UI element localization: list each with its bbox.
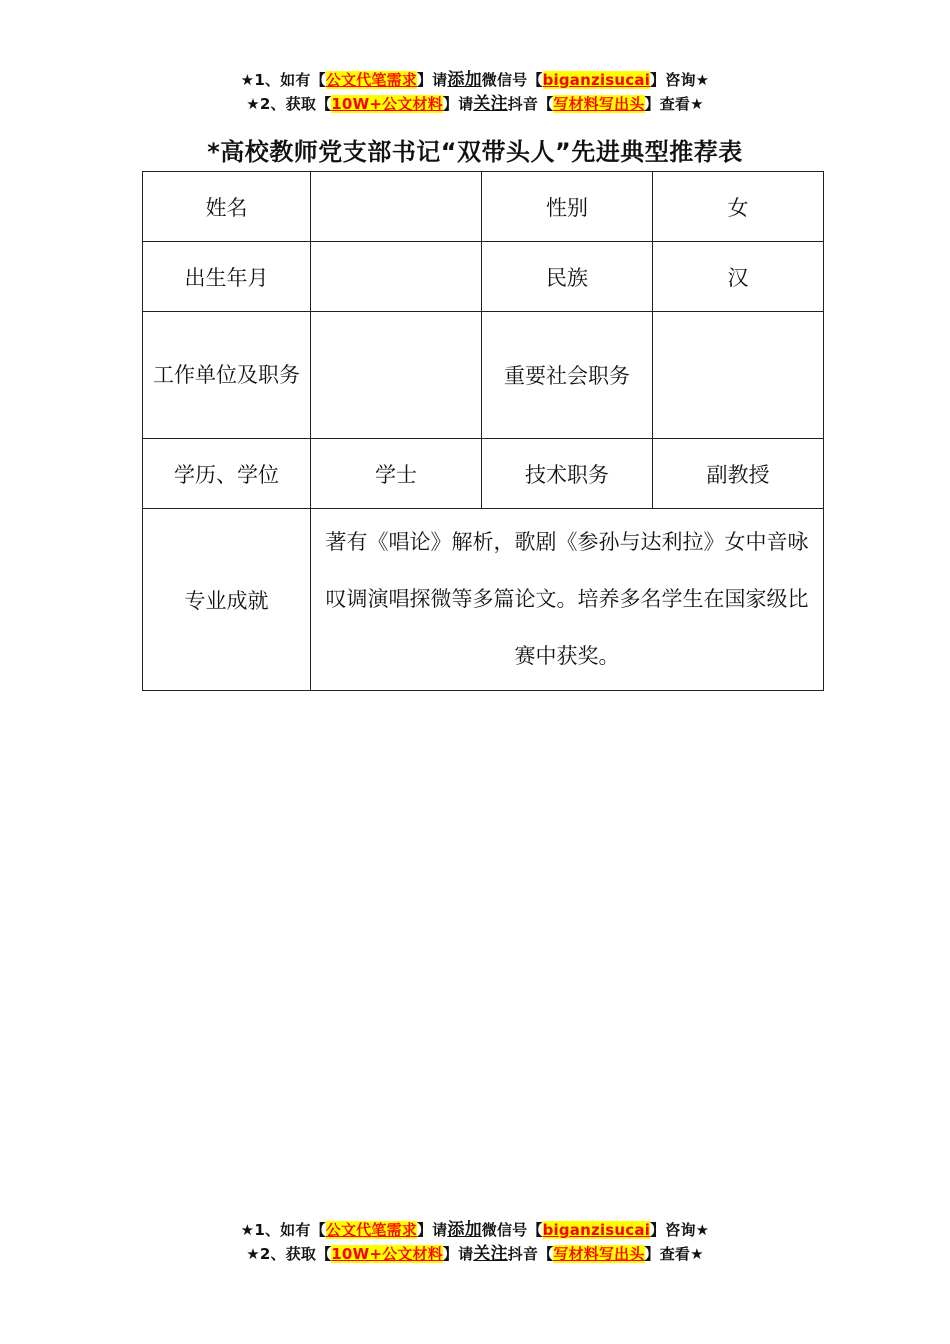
star-icon: ★ — [246, 95, 260, 113]
gender-value: 女 — [653, 172, 824, 242]
achievement-label: 专业成就 — [143, 509, 311, 691]
douyin-id: 写材料写出头 — [553, 95, 645, 113]
header-text: 微信号【 — [481, 71, 543, 89]
footer-text: 】请 — [416, 1221, 448, 1239]
footer-text: 抖音【 — [507, 1245, 554, 1263]
highlight-text: 公文代笔需求 — [325, 71, 417, 89]
footer-text: 】咨询 — [650, 1221, 696, 1239]
footer-text: 微信号【 — [481, 1221, 543, 1239]
star-icon: ★ — [246, 1245, 260, 1263]
header-text: 】请 — [442, 95, 474, 113]
wechat-id: biganzisucai — [542, 1221, 651, 1239]
table-row — [143, 242, 824, 312]
ethnicity-label: 民族 — [482, 242, 653, 312]
social-position-value — [653, 312, 824, 439]
footer-text: 1、如有【 — [254, 1221, 326, 1239]
achievement-value: 著有《唱论》解析，歌剧《参孙与达利拉》女中音咏叹调演唱探微等多篇论文。培养多名学生在国家级比赛中获奖。 — [311, 509, 824, 691]
work-unit-value — [311, 312, 482, 439]
ethnicity-value: 汉 — [653, 242, 824, 312]
table-row — [143, 312, 824, 439]
table-row — [143, 439, 824, 509]
star-icon: ★ — [695, 1221, 710, 1239]
star-icon: ★ — [690, 1245, 704, 1263]
highlight-text: 10W+公文材料 — [331, 1245, 443, 1263]
recommendation-form-table — [142, 171, 824, 691]
document-title: *高校教师党支部书记“双带头人”先进典型推荐表 — [207, 138, 743, 166]
footer-text: 】请 — [442, 1245, 474, 1263]
header-banner — [0, 68, 950, 116]
footer-text: 】查看 — [644, 1245, 691, 1263]
highlight-text: 10W+公文材料 — [331, 95, 443, 113]
social-position-label: 重要社会职务 — [482, 312, 653, 439]
underlined-text: 添加 — [447, 70, 482, 90]
underlined-text: 关注 — [473, 94, 508, 114]
tech-title-value: 副教授 — [653, 439, 824, 509]
tech-title-label: 技术职务 — [482, 439, 653, 509]
header-text: 2、获取【 — [259, 95, 332, 113]
table-row — [143, 172, 824, 242]
header-line-1 — [0, 68, 950, 92]
header-text: 】查看 — [644, 95, 691, 113]
footer-banner — [0, 1218, 950, 1266]
name-value — [311, 172, 482, 242]
header-text: 抖音【 — [507, 95, 554, 113]
footer-line-1 — [0, 1218, 950, 1242]
star-icon: ★ — [240, 71, 255, 89]
star-icon: ★ — [690, 95, 704, 113]
gender-label: 性别 — [482, 172, 653, 242]
underlined-text: 关注 — [473, 1244, 508, 1264]
education-value: 学士 — [311, 439, 482, 509]
footer-line-2 — [0, 1242, 950, 1266]
education-label: 学历、学位 — [143, 439, 311, 509]
star-icon: ★ — [240, 1221, 255, 1239]
work-unit-label: 工作单位及职务 — [143, 312, 311, 439]
underlined-text: 添加 — [447, 1220, 482, 1240]
name-label: 姓名 — [143, 172, 311, 242]
header-line-2 — [0, 92, 950, 116]
highlight-text: 公文代笔需求 — [325, 1221, 417, 1239]
wechat-id: biganzisucai — [542, 71, 651, 89]
footer-text: 2、获取【 — [259, 1245, 332, 1263]
table-row — [143, 509, 824, 691]
header-text: 】请 — [416, 71, 448, 89]
header-text: 1、如有【 — [254, 71, 326, 89]
birth-value — [311, 242, 482, 312]
birth-label: 出生年月 — [143, 242, 311, 312]
douyin-id: 写材料写出头 — [553, 1245, 645, 1263]
header-text: 】咨询 — [650, 71, 696, 89]
star-icon: ★ — [695, 71, 710, 89]
